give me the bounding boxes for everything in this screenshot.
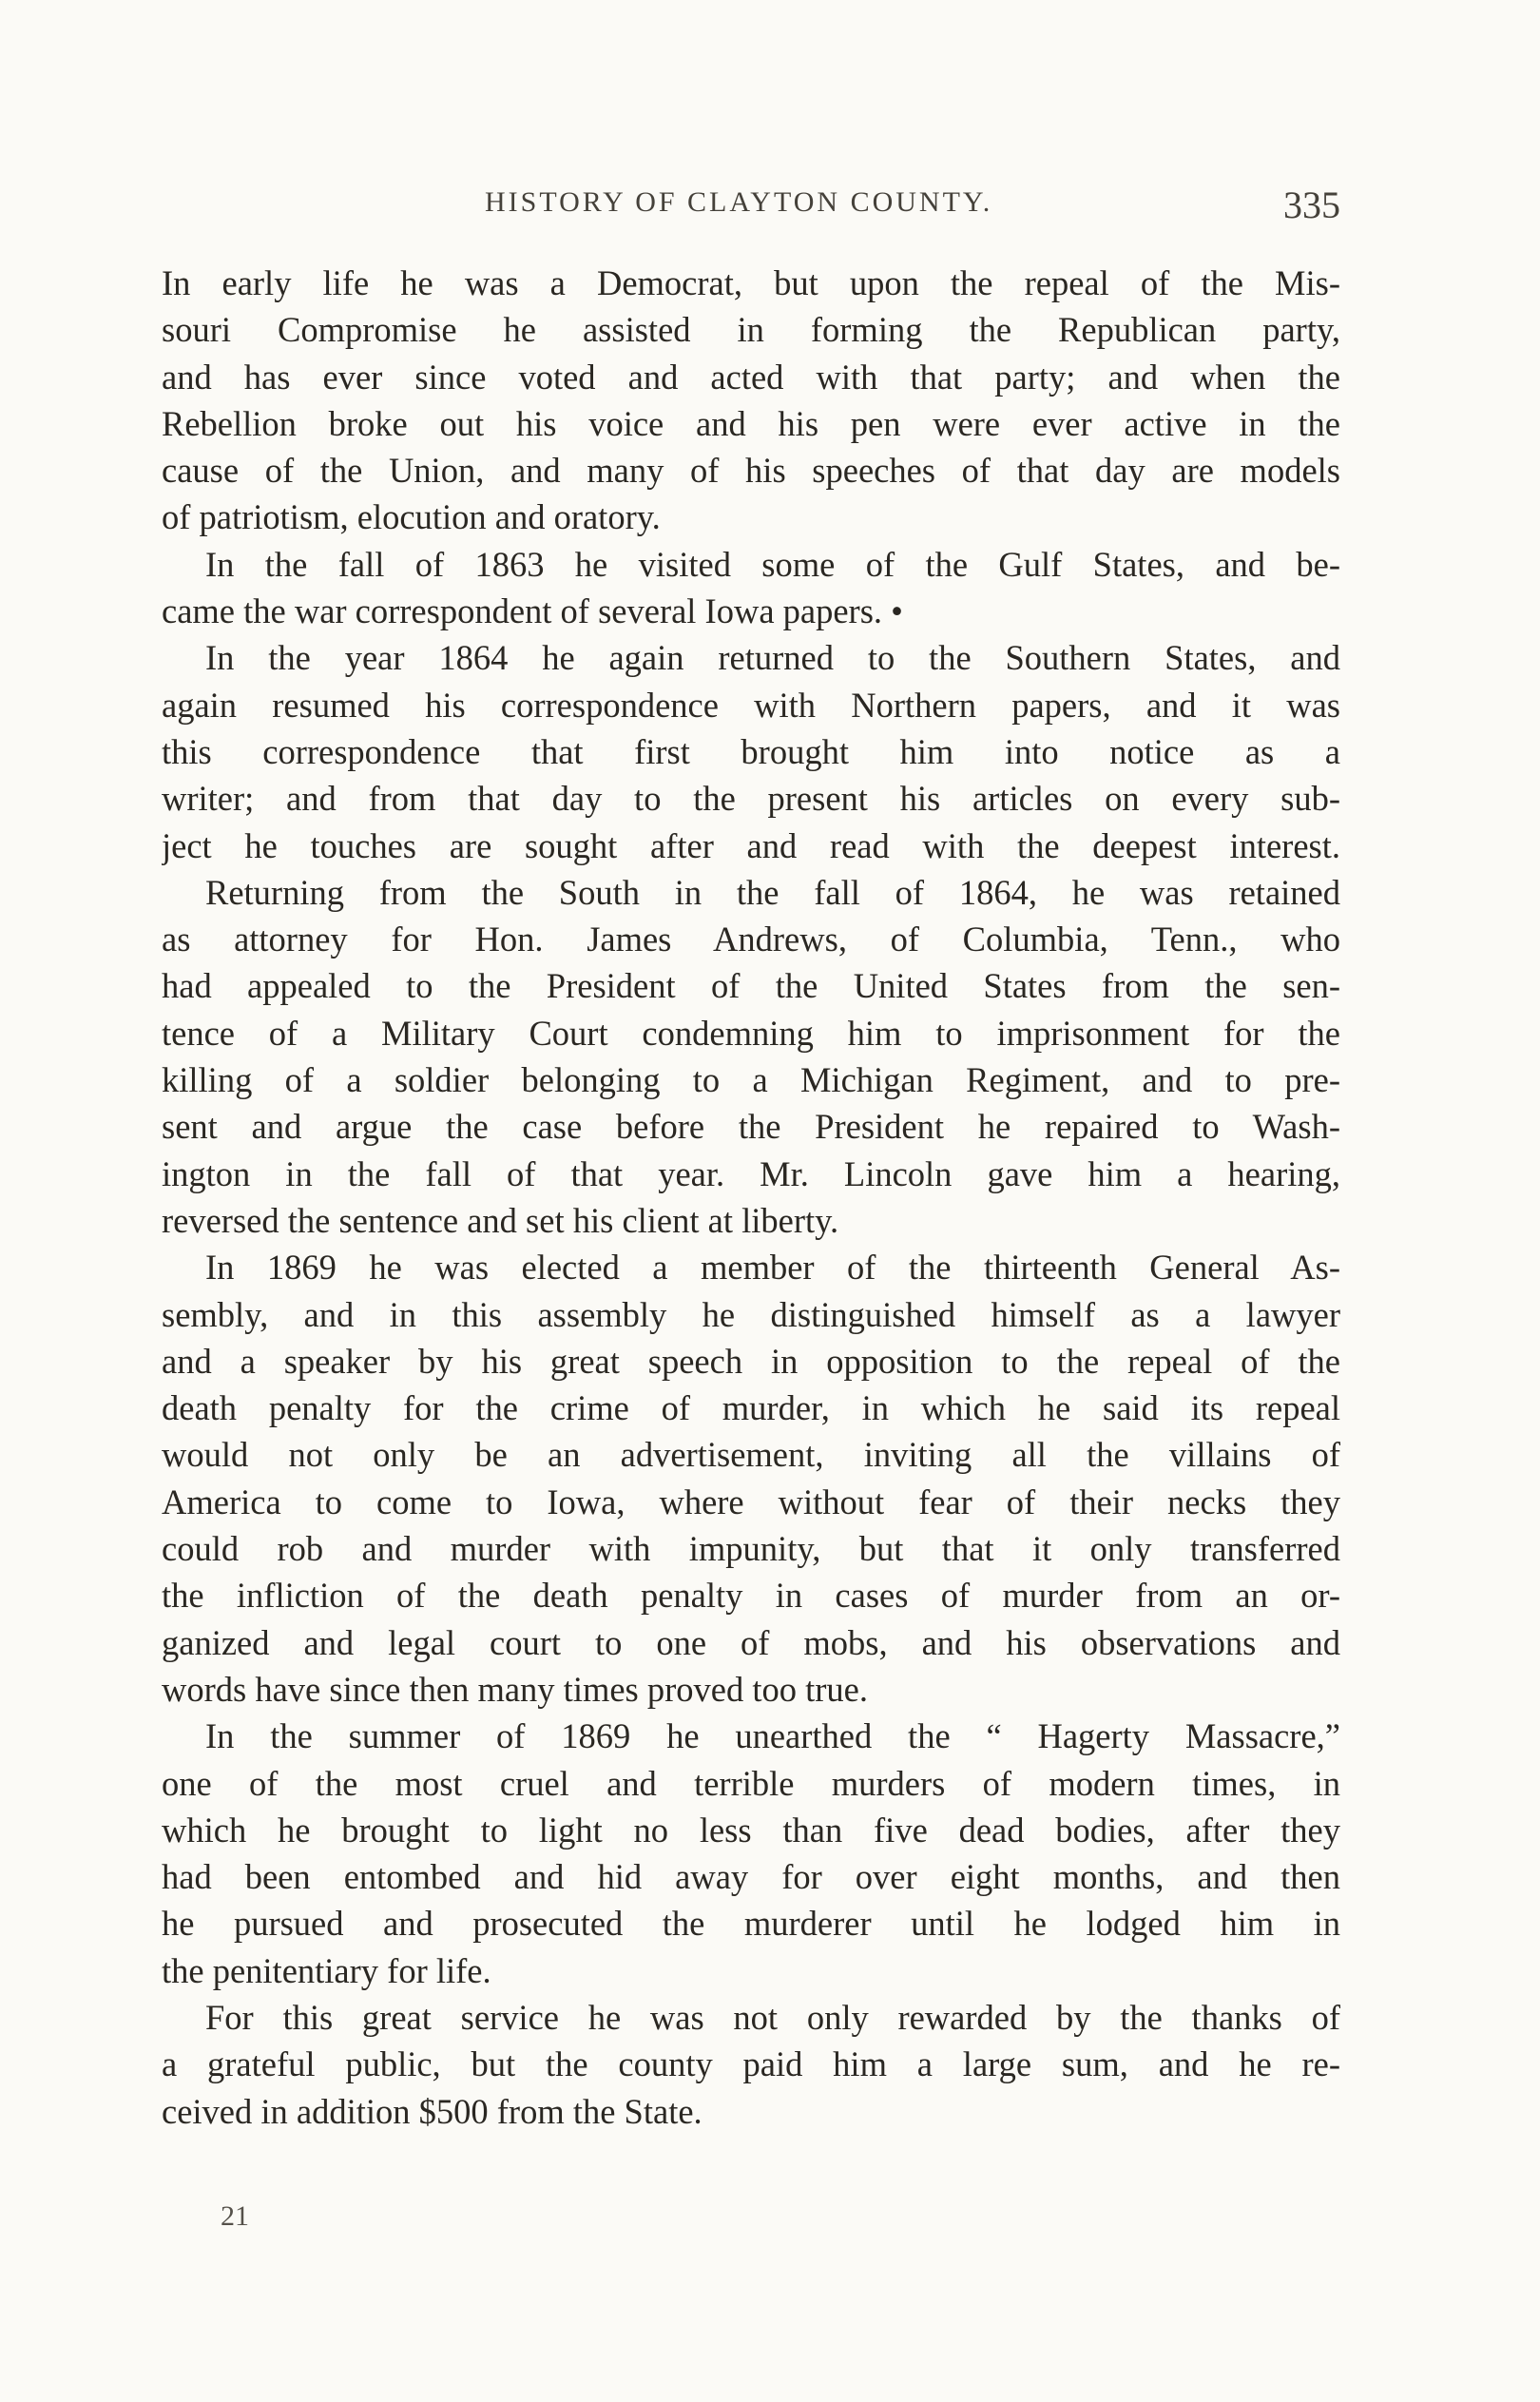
text-line: writer; and from that day to the present his articles on every sub- (162, 779, 1340, 819)
text-line: In the year 1864 he again returned to the Southern States, and (205, 638, 1340, 678)
text-line: this correspondence that first brought him into notice as a (162, 731, 1340, 771)
text-line: as attorney for Hon. James Andrews, of Columbia, Tenn., who (162, 920, 1340, 959)
text-line: tence of a Military Court condemning him to imprisonment for the (162, 1013, 1340, 1053)
running-head (162, 183, 1340, 230)
text-line: ceived in addition $500 from the State. (162, 2091, 703, 2131)
text-line: sembly, and in this assembly he distinguished himself as a lawyer (162, 1294, 1340, 1334)
text-line: the penitentiary for life. (162, 1950, 491, 1990)
text-line: souri Compromise he assisted in forming the Republican party, (162, 310, 1340, 350)
text-line: Rebellion broke out his voice and his pen were ever active in the (162, 403, 1340, 443)
text-line: For this great service he was not only rewarded by the thanks of (205, 1997, 1340, 2037)
text-line: and has ever since voted and acted with that party; and when the (162, 357, 1340, 397)
text-line: cause of the Union, and many of his speeches of that day are models (162, 451, 1340, 491)
text-line: and a speaker by his great speech in opposition to the repeal of the (162, 1341, 1340, 1381)
signature-mark: 21 (221, 2200, 249, 2232)
text-line: In early life he was a Democrat, but upon the repeal of the Mis- (162, 263, 1340, 302)
text-line: had been entombed and hid away for over eight months, and then (162, 1857, 1340, 1897)
text-line: the infliction of the death penalty in cases of murder from an or- (162, 1576, 1340, 1616)
text-line: sent and argue the case before the President he repaired to Wash- (162, 1107, 1340, 1147)
text-line: a grateful public, but the county paid him a large sum, and he re- (162, 2044, 1340, 2084)
text-line: In 1869 he was elected a member of the thirteenth General As- (205, 1248, 1340, 1288)
text-line: Returning from the South in the fall of 1864, he was retained (205, 872, 1340, 912)
text-line: In the summer of 1869 he unearthed the “ Hagerty Massacre,” (205, 1716, 1340, 1756)
page-number: 335 (1283, 184, 1340, 226)
text-line: had appealed to the President of the United States from the sen- (162, 966, 1340, 1006)
text-line: In the fall of 1863 he visited some of the Gulf States, and be- (205, 544, 1340, 584)
running-title: HISTORY OF CLAYTON COUNTY. (485, 186, 993, 218)
text-line: which he brought to light no less than five dead bodies, after they (162, 1810, 1340, 1850)
text-line: reversed the sentence and set his client at liberty. (162, 1200, 839, 1240)
text-line: he pursued and prosecuted the murderer until he lodged him in (162, 1904, 1340, 1944)
text-line: one of the most cruel and terrible murders of modern times, in (162, 1763, 1340, 1803)
text-line: America to come to Iowa, where without fear of their necks they (162, 1482, 1340, 1521)
text-line: of patriotism, elocution and oratory. (162, 497, 661, 537)
text-line: words have since then many times proved too true. (162, 1669, 868, 1709)
text-line: came the war correspondent of several Iowa papers. • (162, 591, 903, 631)
text-line: ington in the fall of that year. Mr. Lincoln gave him a hearing, (162, 1153, 1340, 1193)
text-line: killing of a soldier belonging to a Michigan Regiment, and to pre- (162, 1060, 1340, 1100)
body-text (162, 260, 1340, 2135)
text-line: death penalty for the crime of murder, in which he said its repeal (162, 1388, 1340, 1428)
text-line: ganized and legal court to one of mobs, and his observations and (162, 1622, 1340, 1662)
text-line: could rob and murder with impunity, but that it only transferred (162, 1529, 1340, 1569)
text-line: again resumed his correspondence with Northern papers, and it was (162, 685, 1340, 725)
text-line: ject he touches are sought after and read with the deepest interest. (162, 825, 1340, 865)
text-line: would not only be an advertisement, inviting all the villains of (162, 1435, 1340, 1475)
